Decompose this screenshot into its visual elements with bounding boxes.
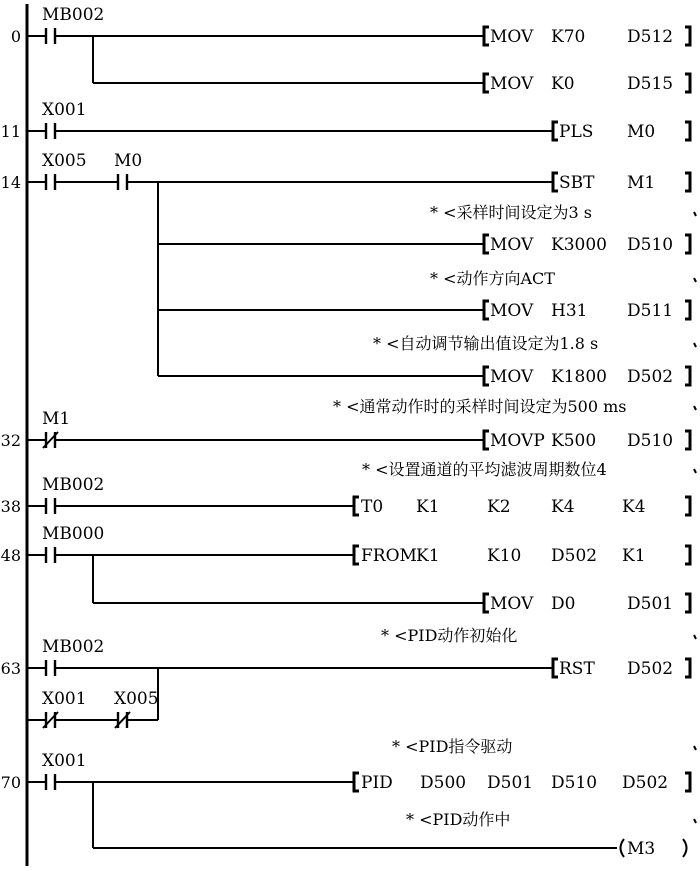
contact-mb000-label: MB000 (42, 524, 105, 544)
comment-0: * <采样时间设定为3 s (430, 203, 592, 222)
instruction-bracket-close (685, 122, 690, 140)
contact-x005-label: X005 (42, 151, 87, 171)
instruction-mov: MOV (490, 74, 534, 94)
instruction-t0: T0 (361, 497, 384, 517)
instruction-rst: RST (559, 659, 595, 679)
instruction-mov: MOV (490, 27, 534, 47)
contact-m1-label: M1 (42, 409, 71, 429)
operand-k1800: K1800 (551, 367, 607, 387)
instruction-bracket-close (685, 367, 690, 385)
comment-tick (694, 406, 696, 410)
instruction-bracket-close (685, 497, 690, 515)
operand-k2: K2 (487, 497, 511, 517)
step-number-14: 14 (0, 173, 21, 192)
operand-d510: D510 (627, 235, 674, 255)
instruction-movp: MOVP (490, 431, 545, 451)
comment-tick (694, 212, 696, 216)
step-number-70: 70 (0, 773, 21, 792)
step-number-63: 63 (0, 659, 21, 678)
contact-mb002-label: MB002 (42, 5, 105, 25)
instruction-bracket-open (484, 431, 489, 449)
instruction-mov: MOV (490, 367, 534, 387)
operand-k500: K500 (551, 431, 597, 451)
instruction-bracket-open (354, 546, 359, 564)
contact-mb002-label: MB002 (42, 637, 105, 657)
operand-k4: K4 (622, 497, 646, 517)
operand-k4: K4 (551, 497, 575, 517)
contact-x005-label: X005 (114, 689, 159, 709)
instruction-bracket-close (685, 431, 690, 449)
comment-7: * <PID动作中 (406, 810, 511, 829)
operand-d502: D502 (627, 367, 674, 387)
operand-d510: D510 (551, 773, 598, 793)
operand-k1: K1 (622, 546, 646, 566)
instruction-bracket-open (354, 497, 359, 515)
comment-1: * <动作方向ACT (430, 269, 555, 288)
operand-k0: K0 (551, 74, 575, 94)
operand-d501: D501 (487, 773, 534, 793)
operand-d0: D0 (551, 594, 576, 614)
operand-k70: K70 (551, 27, 586, 47)
comment-tick (694, 278, 696, 282)
instruction-bracket-close (685, 173, 690, 191)
operand-d502: D502 (622, 773, 669, 793)
contact-m0-label: M0 (114, 151, 143, 171)
instruction-bracket-open (484, 594, 489, 612)
operand-d515: D515 (627, 74, 674, 94)
step-number-38: 38 (0, 497, 21, 516)
coil-arc-close (683, 839, 687, 857)
instruction-pid: PID (361, 773, 393, 793)
instruction-pls: PLS (559, 122, 594, 142)
instruction-mov: MOV (490, 301, 534, 321)
comment-3: * <通常动作时的采样时间设定为500 ms (333, 397, 627, 416)
instruction-bracket-open (484, 235, 489, 253)
contact-x001-label: X001 (42, 100, 87, 120)
comment-5: * <PID动作初始化 (381, 626, 518, 645)
instruction-mov: MOV (490, 594, 534, 614)
comment-tick (694, 746, 696, 750)
comment-4: * <设置通道的平均滤波周期数位4 (362, 460, 607, 479)
operand-m1: M1 (627, 173, 656, 193)
instruction-bracket-close (685, 659, 690, 677)
comment-2: * <自动调节输出值设定为1.8 s (373, 334, 599, 353)
operand-d512: D512 (627, 27, 674, 47)
operand-k3000: K3000 (551, 235, 607, 255)
instruction-bracket-open (484, 367, 489, 385)
operand-d502: D502 (551, 546, 598, 566)
instruction-bracket-open (484, 27, 489, 45)
instruction-bracket-open (553, 173, 558, 191)
instruction-bracket-open (553, 122, 558, 140)
operand-m0: M0 (627, 122, 656, 142)
instruction-bracket-close (685, 27, 690, 45)
instruction-bracket-close (685, 74, 690, 92)
contact-x001-label: X001 (42, 751, 87, 771)
instruction-bracket-open (354, 773, 359, 791)
comment-6: * <PID指令驱动 (392, 737, 513, 756)
comment-tick (694, 343, 696, 347)
instruction-bracket-close (685, 235, 690, 253)
contact-x001-label: X001 (42, 689, 87, 709)
operand-h31: H31 (551, 301, 588, 321)
labels (1, 5, 673, 859)
operand-d500: D500 (420, 773, 467, 793)
step-number-11: 11 (0, 122, 21, 141)
comment-tick (694, 819, 696, 823)
operand-d501: D501 (627, 594, 674, 614)
instruction-bracket-open (484, 301, 489, 319)
operand-d510: D510 (627, 431, 674, 451)
comment-tick (694, 469, 696, 473)
coil-arc-open (621, 839, 625, 857)
instruction-sbt: SBT (559, 173, 595, 193)
instruction-bracket-close (685, 773, 690, 791)
instruction-bracket-open (484, 74, 489, 92)
operand-d502: D502 (627, 659, 674, 679)
operand-k10: K10 (487, 546, 522, 566)
step-number-48: 48 (0, 546, 21, 565)
operand-d511: D511 (627, 301, 674, 321)
instruction-bracket-close (685, 301, 690, 319)
step-number-32: 32 (0, 431, 21, 450)
step-number-0: 0 (10, 27, 21, 46)
operand-k1: K1 (416, 546, 440, 566)
contact-mb002-label: MB002 (42, 475, 105, 495)
instruction-bracket-close (685, 546, 690, 564)
comment-tick (694, 635, 696, 639)
coil-m3: M3 (627, 839, 656, 859)
instruction-from: FROM (361, 546, 417, 566)
instruction-bracket-close (685, 594, 690, 612)
instruction-bracket-open (553, 659, 558, 677)
instruction-mov: MOV (490, 235, 534, 255)
operand-k1: K1 (416, 497, 440, 517)
